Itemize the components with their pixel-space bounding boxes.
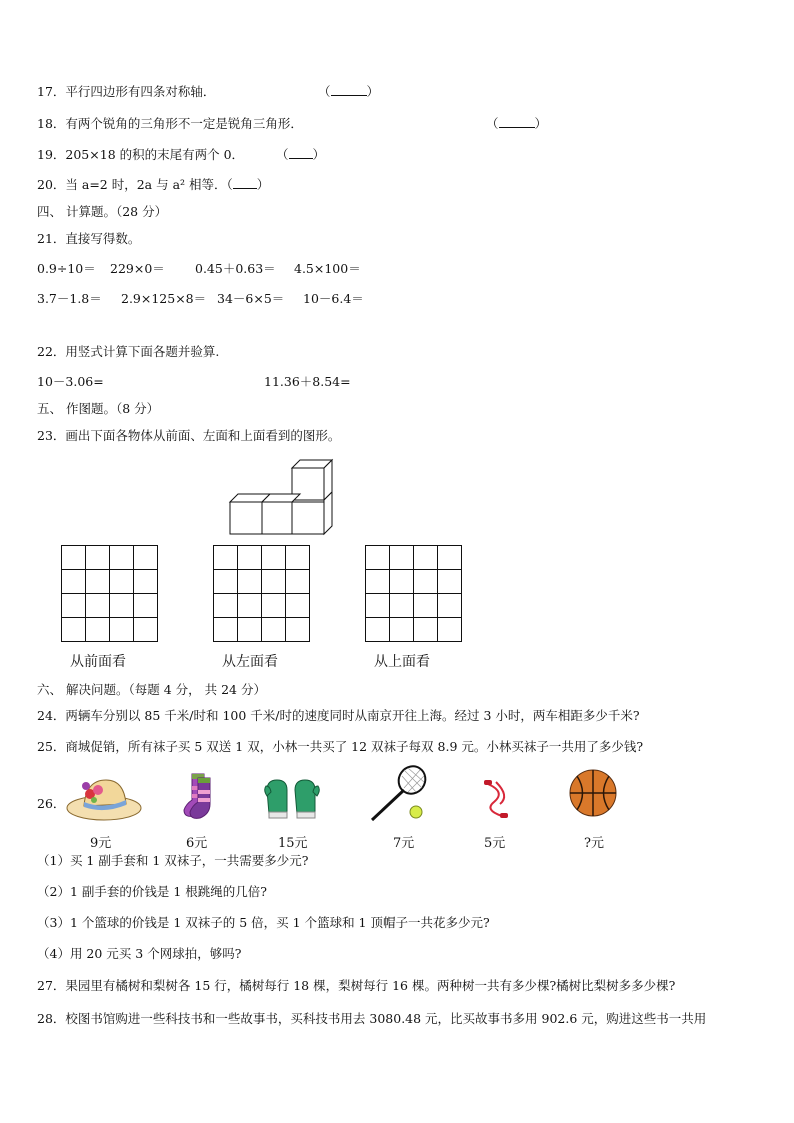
calc-item: 0.45＋0.63＝ [195, 261, 276, 276]
caption-front-view: 从前面看 [70, 654, 126, 670]
calc-item: 4.5×100＝ [294, 261, 361, 276]
q21-row-2 [37, 291, 737, 307]
price-hat: 9元 [90, 836, 112, 851]
question-22: 22．用竖式计算下面各题并验算. [37, 344, 220, 359]
calc-item: 229×0＝ [110, 261, 165, 276]
price-tennis-racket: 7元 [393, 836, 415, 851]
hat-icon [64, 772, 144, 824]
front-view-grid[interactable] [61, 545, 158, 642]
jump-rope-icon [482, 778, 512, 820]
section-6-heading: 六、 解决问题。（每题 4 分， 共 24 分） [37, 682, 266, 697]
question-21: 21．直接写得数。 [37, 231, 141, 246]
cube-stack-figure [228, 458, 338, 536]
question-25: 25．商城促销，所有袜子买 5 双送 1 双，小林一共买了 12 双袜子每双 8.9 元。小林买袜子一共用了多少钱? [37, 739, 644, 754]
answer-blank-17[interactable]: （ ） [318, 84, 380, 99]
basketball-icon [568, 768, 618, 818]
vertical-calc-item: 10－3.06= [37, 374, 104, 389]
price-socks: 6元 [186, 836, 208, 851]
gloves-icon [263, 776, 321, 820]
question-18: 18．有两个锐角的三角形不一定是锐角三角形． [37, 116, 303, 131]
question-17: 17．平行四边形有四条对称轴． [37, 84, 216, 99]
calc-item: 2.9×125×8＝ [121, 291, 207, 306]
price-jump-rope: 5元 [484, 836, 506, 851]
top-view-grid[interactable] [365, 545, 462, 642]
q21-row-1 [37, 261, 737, 277]
answer-blank-20[interactable] [233, 177, 257, 189]
answer-blank-19[interactable]: （ ） [276, 147, 326, 162]
tennis-racket-icon [368, 764, 432, 822]
answer-blank-18[interactable]: （ ） [486, 116, 548, 131]
price-basketball: ?元 [584, 836, 604, 851]
question-26-label: 26． [37, 796, 66, 811]
calc-item: 34－6×5＝ [217, 291, 285, 306]
question-26-4: （4）用 20 元买 3 个网球拍，够吗? [37, 946, 242, 961]
socks-icon [180, 772, 216, 822]
caption-left-view: 从左面看 [222, 654, 278, 670]
section-5-heading: 五、 作图题。（8 分） [37, 401, 160, 416]
calc-item: 3.7－1.8＝ [37, 291, 102, 306]
question-19: 19．205×18 的积的末尾有两个 0． [37, 147, 245, 162]
question-24: 24．两辆车分别以 85 千米/时和 100 千米/时的速度同时从南京开往上海。经过 3 小时，两车相距多少千米? [37, 708, 640, 723]
calc-item: 0.9÷10＝ [37, 261, 96, 276]
section-4-heading: 四、 计算题。（28 分） [37, 204, 168, 219]
question-26-3: （3）1 个篮球的价钱是 1 双袜子的 5 倍，买 1 个篮球和 1 顶帽子一共花多少元? [37, 915, 490, 930]
question-26-2: （2）1 副手套的价钱是 1 根跳绳的几倍? [37, 884, 267, 899]
q22-items [37, 374, 737, 390]
price-gloves: 15元 [278, 836, 308, 851]
left-view-grid[interactable] [213, 545, 310, 642]
question-23: 23．画出下面各物体从前面、左面和上面看到的图形。 [37, 428, 341, 443]
caption-top-view: 从上面看 [374, 654, 430, 670]
question-27: 27．果园里有橘树和梨树各 15 行，橘树每行 18 棵，梨树每行 16 棵。两种树一共有多少棵?橘树比梨树多多少棵? [37, 978, 676, 993]
question-20: 20．当 a=2 时，2a 与 a² 相等．（ ） [37, 177, 270, 192]
question-26-1: （1）买 1 副手套和 1 双袜子，一共需要多少元? [37, 853, 309, 868]
question-28: 28．校图书馆购进一些科技书和一些故事书，买科技书用去 3080.48 元，比买故事书多用 902.6 元，购进这些书一共用 [37, 1011, 707, 1026]
vertical-calc-item: 11.36＋8.54= [264, 374, 351, 389]
calc-item: 10－6.4＝ [303, 291, 364, 306]
